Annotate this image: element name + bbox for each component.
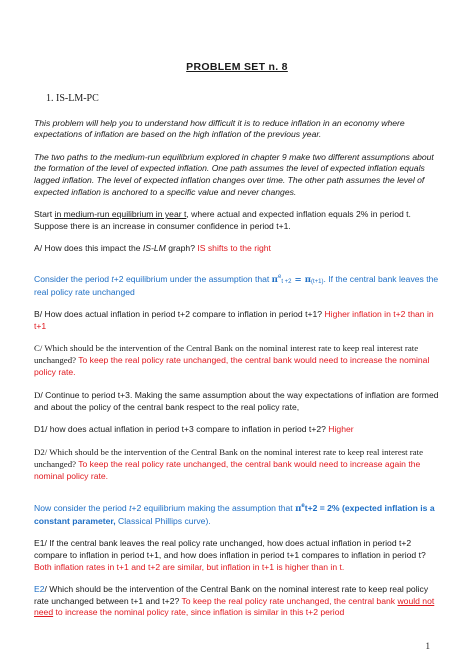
start-paragraph — [34, 209, 440, 232]
start-text-end: , where actual and expected inflation equals 2% in period t. Suppose there is an increase in consumer confidence in period t+1. — [34, 209, 411, 231]
scenario-1-text: Consider the period — [34, 274, 112, 285]
question-e1-text: E1/ If the central bank leaves the real policy rate unchanged, how does actual inflation in period t+2 compare to inflation in period t+1, and how does inflation in period t+1 compares to inflation in period t? — [34, 538, 426, 560]
intro-paragraph-1: This problem will help you to understand how difficult it is to reduce inflation in an economy where expectations of inflation are based on the high inflation of the previous year. — [34, 117, 405, 140]
pi-superscript: e — [277, 274, 282, 281]
answer-d2: To keep the real policy rate unchanged, the central bank would need to increase again the nominal policy rate. — [34, 458, 421, 481]
question-b — [34, 309, 440, 332]
section-heading: 1. IS-LM-PC — [46, 93, 99, 105]
start-underlined: in medium-run equilibrium in year t — [54, 209, 187, 220]
answer-e2-underlined: would not need — [34, 595, 435, 618]
scenario-1-end: . If the central bank leaves the real policy rate unchanged — [34, 274, 439, 297]
question-e2-text: / Which should be the intervention of the Central Bank on the nominal interest rate to keep real policy rate unchanged between t+1 and t+2? — [34, 584, 429, 606]
pi-superscript-2: e — [301, 503, 305, 510]
scenario-2-mid: +2 equilibrium making the assumption that — [131, 503, 296, 514]
answer-a: IS shifts to the right — [197, 243, 271, 254]
answer-e2: To keep the real policy rate unchanged, the central bank — [181, 595, 398, 606]
scenario-2-t: t — [129, 503, 132, 514]
pi-symbol-2: π — [304, 275, 311, 286]
pi-subscript: t +2 — [281, 279, 292, 286]
intro-paragraph-2: The two paths to the medium-run equilibrium explored in chapter 9 make two different assumptions about the formation of the level of expected inflation. One path assumes the level of expected inflation equals lagged inflation. The level of expected inflation changes over time. The other path assumes the level of expected inflation is anchored to a specific value and never changes. — [34, 151, 434, 197]
scenario-2-end: Classical Phillips curve). — [115, 515, 211, 526]
question-b-text: B/ How does actual inflation in period t+2 compare to inflation in period t+1? — [34, 309, 325, 320]
scenario-2-text: Now consider the period — [34, 503, 130, 514]
question-d2 — [34, 447, 440, 482]
scenario-2 — [34, 502, 440, 527]
question-e2-label: E2 — [34, 584, 45, 595]
scenario-1 — [34, 273, 440, 298]
pi-subscript-2: (t+1) — [310, 279, 324, 286]
start-text: Start — [34, 209, 55, 220]
answer-c: To keep the real policy rate unchanged, the central bank would need to increase the nominal policy rate. — [34, 355, 430, 378]
question-a-end: graph? — [165, 243, 198, 254]
pi-symbol: π — [271, 275, 278, 286]
scenario-1-mid: +2 equilibrium under the assumption that — [113, 274, 272, 285]
answer-e1: Both inflation rates in t+1 and t+2 are similar, but inflation in t+1 is higher than in t. — [34, 561, 345, 572]
answer-b: Higher inflation in t+2 than in t+1 — [34, 309, 434, 331]
question-c-text: C/ Which should be the intervention of the Central Bank on the nominal interest rate to keep real interest rate unchanged? — [34, 343, 419, 366]
answer-d1: Higher — [328, 424, 354, 435]
equals-sign: = — [291, 275, 305, 286]
page-number: 1 — [425, 640, 430, 651]
question-e1 — [34, 538, 440, 573]
question-d-text: / Continue to period t+3. Making the same assumption about the way expectations of inflation are formed and about the policy of the central bank respect to the real policy rate, — [34, 389, 439, 412]
pi-symbol-3: π — [295, 504, 302, 515]
answer-e2-end: to increase the nominal policy rate, since inflation is similar in this t+2 period — [53, 607, 345, 618]
question-d-label: D — [34, 389, 41, 400]
question-c — [34, 343, 440, 378]
question-d1 — [34, 424, 440, 436]
scenario-1-t: t — [111, 274, 114, 285]
scenario-2-bold: t+2 = 2% (expected inflation is a constant parameter, — [34, 503, 435, 526]
question-a — [34, 243, 440, 255]
question-e2 — [34, 584, 440, 619]
question-d — [34, 390, 440, 413]
question-d1-text: D1/ how does actual inflation in period t+3 compare to inflation in period t+2? — [34, 424, 329, 435]
question-d2-text: D2/ Which should be the intervention of the Central Bank on the nominal interest rate to keep real interest rate unchanged? — [34, 446, 423, 469]
question-a-text: A/ How does this impact the — [34, 243, 143, 254]
page-title: PROBLEM SET n. 8 — [186, 61, 288, 73]
question-a-italic: IS-LM — [142, 243, 166, 254]
